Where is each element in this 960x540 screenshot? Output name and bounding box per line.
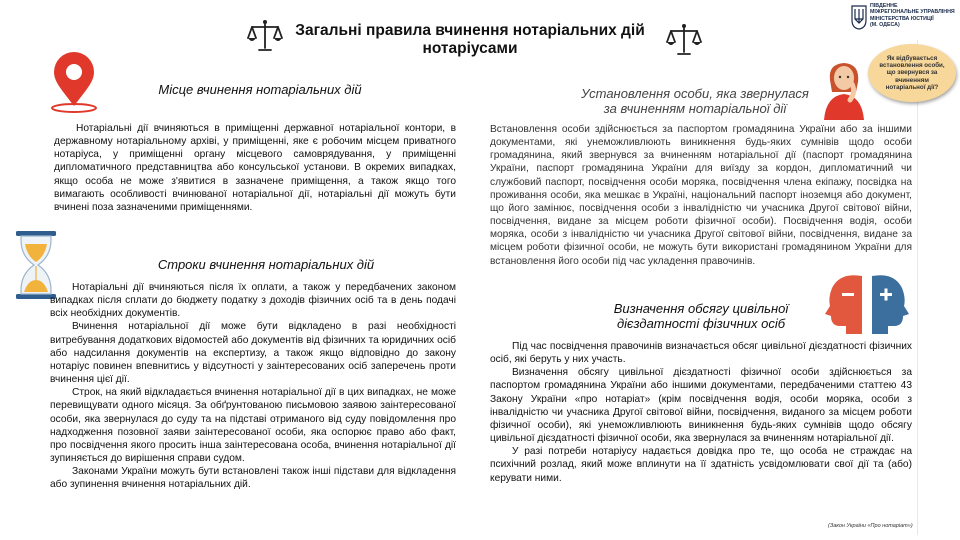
terms-paragraph: Нотаріальні дії вчиняються після їх оплати, а також у передбачених законом випадках після сплати до бюджету податку з доходів фізичних осіб та в день подачі всіх необхідних документів. <box>50 282 456 320</box>
terms-body <box>50 281 456 492</box>
capacity-heading-line: Визначення обсягу цивільної <box>613 301 789 316</box>
scales-right-icon <box>666 22 702 58</box>
bubble-text: Як відбувається встановлення особи, що звернувся за вчиненням нотаріальної дії? <box>879 54 945 91</box>
capacity-heading <box>556 301 846 331</box>
place-heading: Місце вчинення нотаріальних дій <box>158 82 362 97</box>
org-line: МІНІСТЕРСТВА ЮСТИЦІЇ <box>870 15 934 22</box>
capacity-heading-line: дієздатності фізичних осіб <box>616 316 786 331</box>
org-label <box>870 3 960 28</box>
identity-text: Встановлення особи здійснюється за паспортом громадянина України або за іншими документами, які унеможливлюють виникнення будь-яких сумнівів щодо особи громадянина, який звернувся за вчиненням нотаріальної дії (паспорт громадянина України, паспорт громадянина України для виїзду за кордон, дипломатичний чи службовий паспорт, посвідчення особи моряка, посвідчення члена екіпажу, посвідка на проживання особи, яка мешкає в Україні, національний паспорт іноземця або документ, що його замінює, посвідчення особи з інвалідністю чи учасника Другої світової війни, посвідчення, видане за місцем роботи фізичної особи). Посвідчення водія, особи моряка, особи з інвалідністю чи учасника Другої світової війни, посвідчення, видане за місцем роботи фізичної особи, не можуть бути використані громадянином України для встановлення його особи під час укладення правочинів. <box>490 124 912 267</box>
identity-heading-line: Установлення особи, яка звернулася <box>581 86 809 101</box>
terms-paragraph: Строк, на який відкладається вчинення нотаріальної дії в цих випадках, не може перевищувати одного місяця. За обґрунтованою письмовою заявою заінтересованої особи, яка звернулася до суду та на підставі отриманого від суду повідомлення про надходження позовної заяви заінтересованої особи, яка оспорює право або факт, про посвідчення якого просить інша заінтересована особа, вчинення нотаріальної дії зупиняється до вирішення справи судом. <box>50 387 456 465</box>
trident-icon <box>850 4 868 30</box>
terms-heading: Строки вчинення нотаріальних дій <box>157 257 375 272</box>
location-pin-icon <box>48 52 100 114</box>
place-text: Нотаріальні дії вчиняються в приміщенні державної нотаріальної контори, в державному нотаріальному архіві, у приміщенні, яке є робочим місцем приватного нотаріуса, у приміщенні органу місцевого самоврядування, у приміщенні дипломатичного представництва або консульської установи. В окремих випадках, якщо особа не може з'явитися в зазначене приміщення, а також якщо того вимагають особливості вчинюваної нотаріальної дії, нотаріальні дії можуть бути вчинені поза зазначеними приміщеннями. <box>54 123 456 213</box>
org-line: ПІВДЕННЕ <box>870 3 898 9</box>
identity-heading-line: за вчиненням нотаріальної дії <box>603 101 787 116</box>
terms-paragraph: Законами України можуть бути встановлені також інші підстави для відкладення або зупинення вчинення нотаріальних дій. <box>50 466 456 491</box>
capacity-paragraph: У разі потреби нотаріусу надається довідка про те, що особа не страждає на психічний розлад, який може вплинути на її здатність усвідомлювати свої дії та (або) керувати ними. <box>490 446 912 484</box>
identity-heading <box>520 86 870 116</box>
capacity-paragraph: Визначення обсягу цивільної дієздатності фізичної особи здійснюється за паспортом громадянина України або іншими документами, передбаченими статтею 43 Закону України «про нотаріат» (крім посвідчення водія, особи моряка, особи з інвалідністю чи учасника Другої світової війни, посвідчення, виданого за місцем роботи фізичної особи), які унеможливлюють виникнення будь-яких сумнівів щодо обсягу цивільної дієздатності фізичної особи, яка звернулася за вчиненням нотаріальної дії. <box>490 367 912 445</box>
org-line: МІЖРЕГІОНАЛЬНЕ УПРАВЛІННЯ <box>870 9 955 16</box>
terms-paragraph: Вчинення нотаріальної дії може бути відкладено в разі необхідності витребування додаткових відомостей або документів від фізичних та юридичних осіб або надсилання документів на експертизу, а також якщо відповідно до закону нотаріус повинен впевнитись у відсутності у заінтересованих осіб заперечень проти вчинення цієї дії. <box>50 321 456 386</box>
right-divider <box>917 40 918 535</box>
capacity-body <box>490 340 912 485</box>
woman-thinking-icon <box>820 58 868 120</box>
org-line: (М. ОДЕСА) <box>870 21 900 28</box>
scales-left-icon <box>247 18 283 54</box>
law-footnote: (Закон України «Про нотаріат») <box>828 523 913 529</box>
question-bubble <box>868 44 956 102</box>
page-title: Загальні правила вчинення нотаріальних дій нотаріусами <box>295 22 645 57</box>
capacity-paragraph: Під час посвідчення правочинів визначається обсяг цивільної дієздатності фізичних осіб, які беруть у них участь. <box>490 341 912 366</box>
